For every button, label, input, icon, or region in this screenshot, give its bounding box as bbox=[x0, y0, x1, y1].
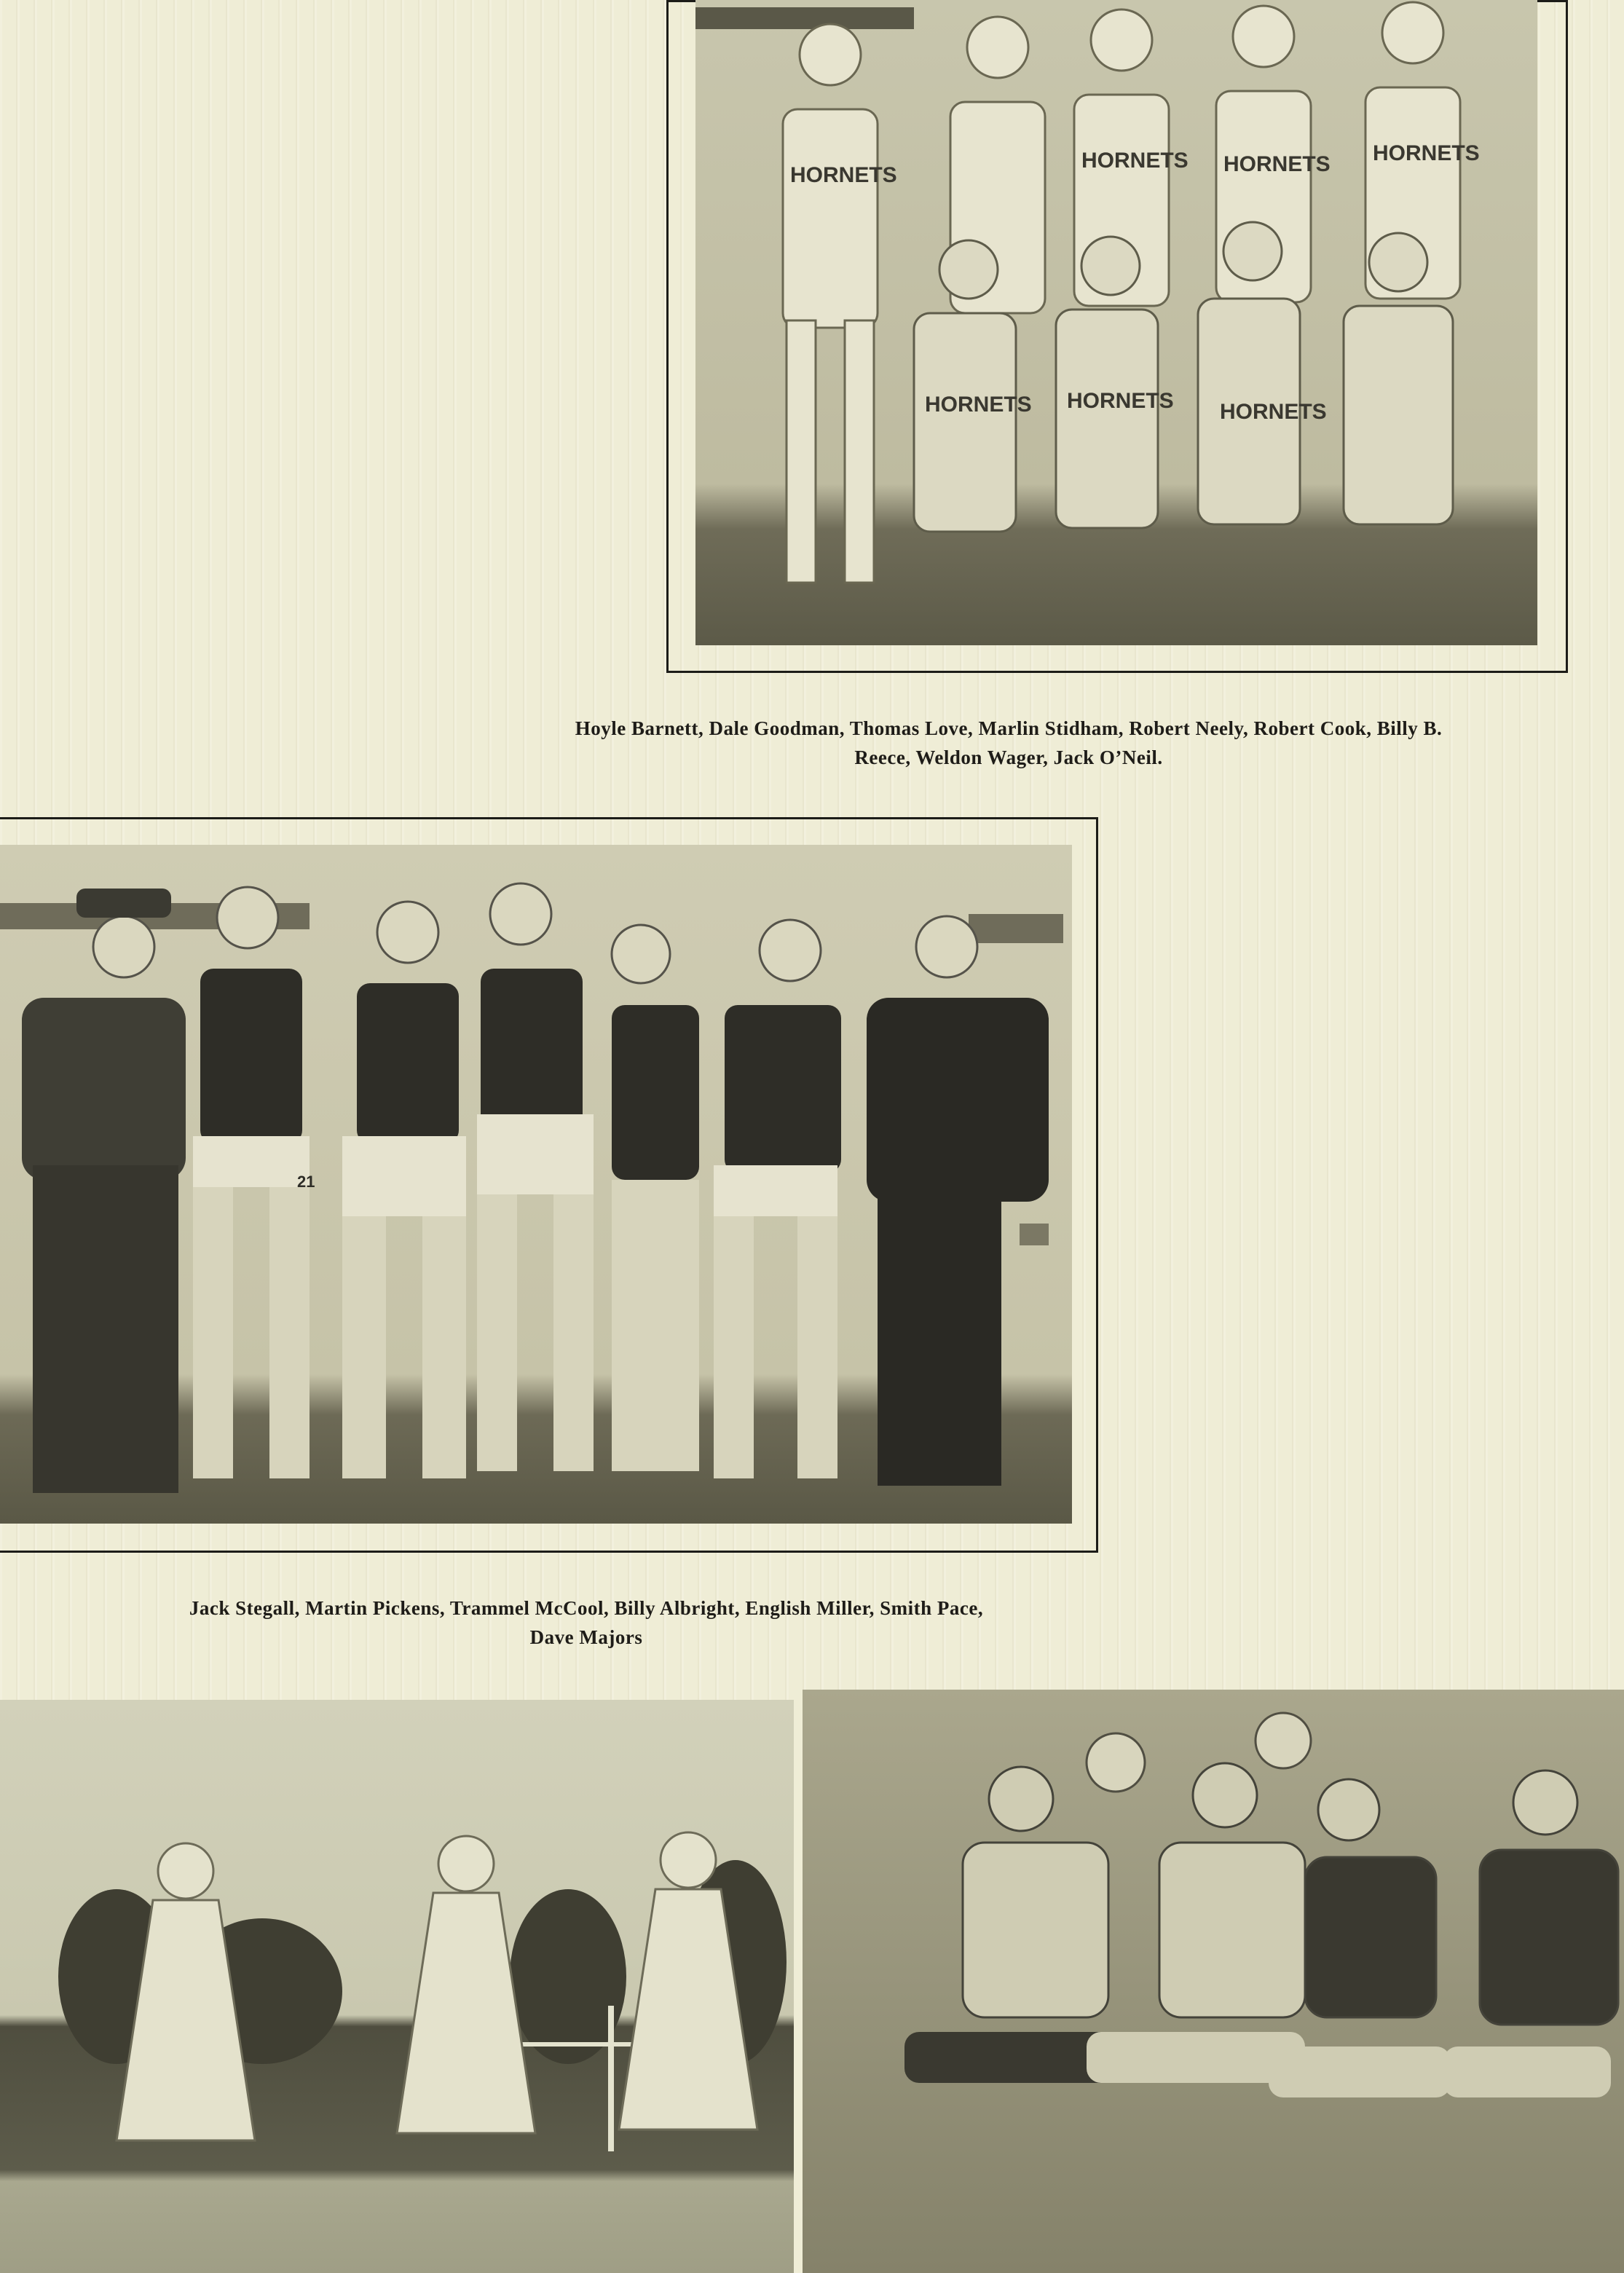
caption-line: Reece, Weldon Wager, Jack O’Neil. bbox=[854, 746, 1163, 768]
track-team-photo bbox=[695, 0, 1537, 645]
squad-photo bbox=[0, 845, 1072, 1524]
caption-line: Jack Stegall, Martin Pickens, Trammel McCool, Billy Albright, English Miller, Smith Pace, bbox=[189, 1597, 984, 1619]
track-team-caption bbox=[466, 714, 1551, 772]
jersey-number: 21 bbox=[297, 1173, 315, 1191]
jersey-text: HORNETS bbox=[1223, 152, 1331, 176]
jersey-text: HORNETS bbox=[1067, 389, 1174, 413]
caption-line: Dave Majors bbox=[529, 1626, 643, 1648]
squad-caption bbox=[73, 1594, 1100, 1652]
jersey-text: HORNETS bbox=[1373, 141, 1480, 165]
jersey-text: HORNETS bbox=[1081, 149, 1189, 173]
jersey-text: HORNETS bbox=[1220, 400, 1327, 424]
group-photo bbox=[803, 1690, 1624, 2273]
jersey-text: HORNETS bbox=[925, 393, 1032, 417]
jersey-text: HORNETS bbox=[790, 163, 897, 187]
cheerleaders-photo bbox=[0, 1700, 794, 2273]
caption-line: Hoyle Barnett, Dale Goodman, Thomas Love, Marlin Stidham, Robert Neely, Robert Cook, Billy B. bbox=[575, 717, 1443, 739]
